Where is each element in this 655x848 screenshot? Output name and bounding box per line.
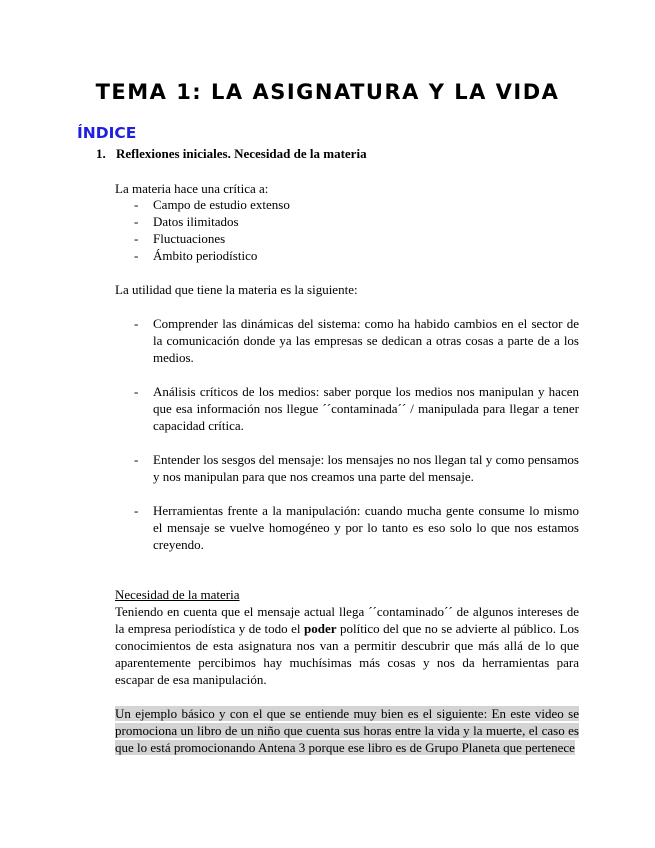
list-item-text: Campo de estudio extenso [153,197,290,212]
bold-word: poder [303,621,337,636]
dash-bullet: - [134,248,139,263]
list-item [134,196,290,213]
utility-item [134,451,579,485]
dash-bullet: - [134,197,139,212]
index-heading: ÍNDICE [77,124,137,142]
dash-bullet: - [134,384,139,399]
utility-item-text: Análisis críticos de los medios: saber porque los medios nos manipulan y hacen que esa información nos llegue ´´contaminada´´ / manipulada para llegar a tener capacidad crítica. [153,384,579,433]
utility-item-text: Herramientas frente a la manipulación: cuando mucha gente consume lo mismo el mensaje se vuelve homogéneo y por lo tanto es eso solo lo que nos estamos creyendo. [153,503,579,552]
utility-item [134,315,579,366]
necesidad-heading: Necesidad de la materia [115,587,240,602]
critique-list [134,196,290,264]
highlighted-text: Un ejemplo básico y con el que se entiende muy bien es el siguiente: En este video se promociona un libro de un niño que cuenta sus horas entre la vida y la muerte, el caso es que lo está promocionando Antena 3 porque ese libro es de Grupo Planeta que pertenece [115,706,579,755]
paragraph-text: Teniendo en cuenta que el mensaje actual llega ´´contaminado´´ de algunos intereses de la empresa periodística y de todo el [115,604,579,636]
list-item [134,230,290,247]
list-item [134,213,290,230]
dash-bullet: - [134,231,139,246]
example-paragraph [115,705,579,756]
list-item [134,247,290,264]
dash-bullet: - [134,503,139,518]
utility-item-text: Comprender las dinámicas del sistema: como ha habido cambios en el sector de la comunicación donde ya las empresas se dedican a otras cosas a parte de a los medios. [153,316,579,365]
section-number: 1. [96,146,106,161]
section-heading [96,146,367,162]
dash-bullet: - [134,214,139,229]
paragraph-text: político del que no se advierte al público. Los conocimientos de esta asignatura nos van a permitir descubrir que más allá de lo que aparentemente percibimos hay muchísimas más cosas y nos da herramientas para escapar de esa manipulación. [115,621,580,687]
list-item-text: Fluctuaciones [153,231,226,246]
list-item-text: Ámbito periodístico [153,248,258,263]
necesidad-paragraph [115,603,579,688]
utility-item-text: Entender los sesgos del mensaje: los mensajes no nos llegan tal y como pensamos y nos manipulan para que nos creamos una parte del mensaje. [153,452,579,484]
utility-item [134,383,579,434]
page-title: TEMA 1: LA ASIGNATURA Y LA VIDA [95,80,560,104]
list-item-text: Datos ilimitados [153,214,239,229]
utility-item [134,502,579,553]
utility-intro: La utilidad que tiene la materia es la siguiente: [115,282,358,297]
dash-bullet: - [134,316,139,331]
section-title: Reflexiones iniciales. Necesidad de la materia [116,146,367,161]
critique-intro: La materia hace una crítica a: [115,181,269,196]
dash-bullet: - [134,452,139,467]
